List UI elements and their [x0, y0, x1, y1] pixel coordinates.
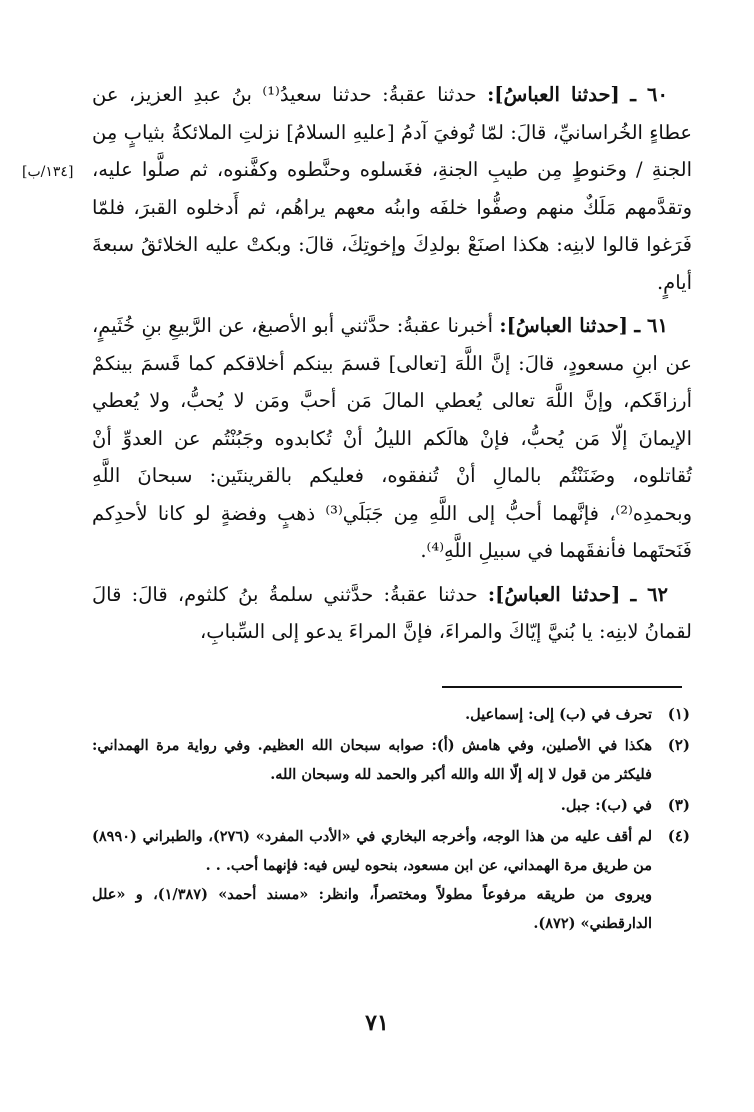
- manuscript-folio-marker: [١٣٤/ب]: [22, 164, 74, 180]
- narrator-chain-opening: [حدثنا العباسُ]:: [487, 582, 621, 606]
- main-text-body: [92, 76, 692, 651]
- hadith-paragraph-61: [92, 307, 692, 570]
- footnote-marker: (٣): [667, 796, 690, 814]
- footnote: [92, 731, 690, 789]
- hadith-number: ٦١ ـ: [634, 314, 668, 337]
- footnote-marker: (٢): [667, 736, 690, 754]
- footnote-text-continuation: ويروى من طريقه مرفوعاً مطولاً ومختصراً، وانظر: «مسند أحمد» (١/٣٨٧)، و «علل الدارقطني» (٨٧٢).: [92, 886, 652, 932]
- narrator-chain-opening: [حدثنا العباسُ]:: [499, 314, 628, 337]
- narrator-chain-opening: [حدثنا العباسُ]:: [487, 83, 620, 106]
- hadith-paragraph-62: [92, 576, 692, 651]
- footnote-marker: (١): [667, 705, 690, 723]
- footnote-text: في (ب): جبل.: [560, 797, 652, 814]
- footnote-marker: (٤): [667, 827, 690, 845]
- footnote-text: هكذا في الأصلين، وفي هامش (أ): صوابه سبحان الله العظيم. وفي رواية مرة الهمداني: فليكثر من قول لا إله إلّا الله والله أكبر والحمد لله وسبحان الله.: [92, 737, 652, 783]
- footnote: [92, 700, 690, 729]
- footnotes-section: [92, 700, 690, 940]
- footnote: [92, 791, 690, 820]
- hadith-number: ٦٢ ـ: [630, 582, 669, 606]
- hadith-text: حدثنا عقبةُ: حدثنا سعيدُ⁽¹⁾ بنُ عبدِ العزيز، عن عطاءٍ الخُراسانيِّ، قالَ: لمّا تُوفيَ آدمُ [عليهِ السلامُ] نزلتِ الملائكةُ بثيابٍ مِن الجنةِ / وحَنوطٍ مِن طيبِ الجنةِ، فغَسلوه وحنَّطوه وكفَّنوه، ثم صلَّوا عليه، وتقدَّمهم مَلَكٌ منهم وصفُّوا خلفَه وابنُه معهم يراهُم، ثم أَدخلوه القبرَ، فلمّا فَرَغوا قالوا لابنِه: هكذا اصنَعْ بولدِكَ وإخوتِكَ، قالَ: وبكتْ عليه الخلائقُ سبعةَ أيامٍ.: [92, 83, 692, 294]
- footnote-text: لم أقف عليه من هذا الوجه، وأخرجه البخاري في «الأدب المفرد» (٢٧٦)، والطبراني (٨٩٩٠) من طريق مرة الهمداني، عن ابن مسعود، بنحوه ليس فيه: فإنهما أحب. . .: [92, 828, 652, 874]
- footnote-separator-line: [442, 686, 682, 688]
- hadith-text: أخبرنا عقبةُ: حدَّثني أبو الأصبغ، عن الرَّبيعِ بنِ خُثَيمٍ، عن ابنِ مسعودٍ، قالَ: إنَّ اللَّهَ [تعالى] قسمَ بينكم أخلاقكم كما قَسمَ بينكمْ أرزاقَكم، وإنَّ اللَّهَ تعالى يُعطي المالَ مَن أحبَّ ومَن لا يُحبُّ، ولا يُعطي الإيمانَ إلّا مَن يُحبُّ، فإنْ هالَكم الليلُ أنْ تُكابدوه وجَبُنْتُم عن العدوِّ أنْ تُقاتلوه، وضَنَنْتُم بالمالِ أنْ تُنفقوه، فعليكم بالقرينتَين: سبحانَ اللَّهِ وبحمدِه⁽²⁾، فإنَّهما أحبُّ إلى اللَّهِ مِن جَبَلَي⁽³⁾ ذهبٍ وفضةٍ لو كانا لأحدِكم فَنَحتَهما فأنفقَهما في سبيلِ اللَّهِ⁽⁴⁾.: [92, 314, 692, 562]
- page-number: ٧١: [365, 1010, 389, 1036]
- hadith-text: حدثنا عقبةُ: حدَّثني سلمةُ بنُ كلثوم، قالَ: قالَ لقمانُ لابنِه: يا بُنيَّ إيّاكَ والمراءَ، فإنَّ المراءَ يدعو إلى السِّبابِ،: [92, 582, 692, 643]
- hadith-number: ٦٠ ـ: [630, 83, 668, 106]
- footnote: [92, 822, 690, 938]
- footnote-text: تحرف في (ب) إلى: إسماعيل.: [465, 706, 652, 723]
- hadith-paragraph-60: [92, 76, 692, 301]
